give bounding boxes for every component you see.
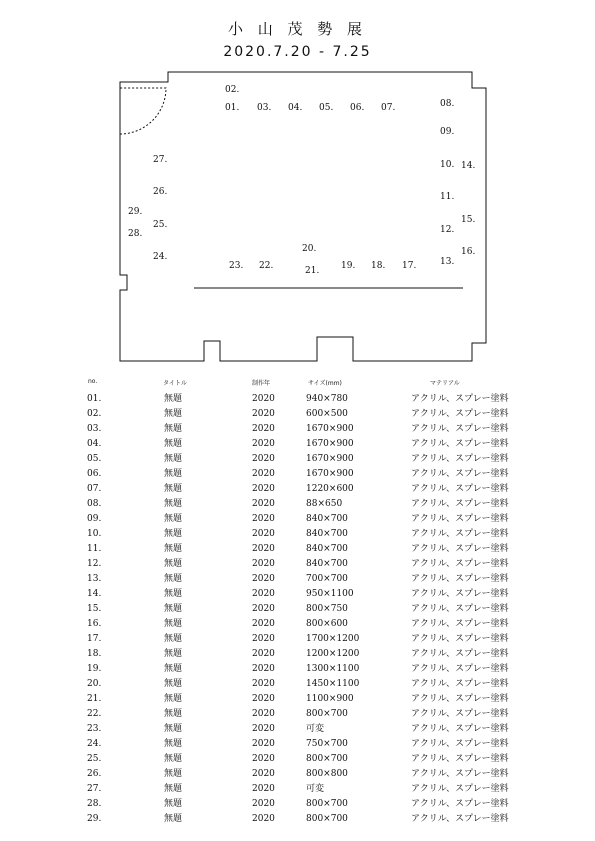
row-size: 840×700 (306, 529, 348, 539)
plan-label-16: 16. (461, 247, 476, 257)
row-material: アクリル、スプレー塗料 (411, 634, 509, 644)
floor-plan (0, 0, 595, 370)
table-row (0, 542, 595, 557)
row-size: 800×600 (306, 619, 348, 629)
row-no: 25. (87, 754, 102, 764)
row-size: 1220×600 (306, 484, 354, 494)
plan-label-20: 20. (302, 244, 317, 254)
row-title: 無題 (164, 484, 183, 494)
table-row (0, 452, 595, 467)
plan-label-27: 27. (153, 155, 168, 165)
table-row (0, 482, 595, 497)
row-year: 2020 (252, 724, 275, 734)
row-title: 無題 (164, 619, 183, 629)
row-size: 1200×1200 (306, 649, 360, 659)
table-row (0, 797, 595, 812)
row-year: 2020 (252, 754, 275, 764)
row-title: 無題 (164, 814, 183, 824)
plan-label-01: 01. (225, 103, 240, 113)
table-row (0, 602, 595, 617)
row-size: 800×700 (306, 814, 348, 824)
row-year: 2020 (252, 529, 275, 539)
row-no: 16. (87, 619, 102, 629)
row-no: 18. (87, 649, 102, 659)
row-size: 1100×900 (306, 694, 354, 704)
table-row (0, 527, 595, 542)
row-material: アクリル、スプレー塗料 (411, 454, 509, 464)
row-no: 20. (87, 679, 102, 689)
table-row (0, 722, 595, 737)
row-no: 09. (87, 514, 102, 524)
row-no: 06. (87, 469, 102, 479)
row-title: 無題 (164, 724, 183, 734)
plan-label-17: 17. (402, 261, 417, 271)
row-year: 2020 (252, 589, 275, 599)
table-row (0, 617, 595, 632)
plan-label-10: 10. (440, 160, 455, 170)
table-row (0, 767, 595, 782)
row-size: 1300×1100 (306, 664, 360, 674)
row-no: 29. (87, 814, 102, 824)
row-title: 無題 (164, 679, 183, 689)
plan-label-14: 14. (461, 161, 476, 171)
row-size: 1670×900 (306, 424, 354, 434)
row-size: 800×750 (306, 604, 348, 614)
table-row (0, 737, 595, 752)
row-no: 01. (87, 394, 102, 404)
row-no: 04. (87, 439, 102, 449)
plan-label-11: 11. (440, 192, 455, 202)
row-material: アクリル、スプレー塗料 (411, 799, 509, 809)
row-no: 24. (87, 739, 102, 749)
plan-label-28: 28. (128, 229, 143, 239)
row-title: 無題 (164, 694, 183, 704)
table-row (0, 707, 595, 722)
row-material: アクリル、スプレー塗料 (411, 664, 509, 674)
row-size: 750×700 (306, 739, 348, 749)
row-title: 無題 (164, 529, 183, 539)
row-size: 950×1100 (306, 589, 354, 599)
table-row (0, 647, 595, 662)
table-row (0, 782, 595, 797)
column-header-year: 制作年 (252, 380, 271, 387)
row-title: 無題 (164, 469, 183, 479)
table-row (0, 692, 595, 707)
row-material: アクリル、スプレー塗料 (411, 709, 509, 719)
row-no: 23. (87, 724, 102, 734)
table-row (0, 407, 595, 422)
plan-label-04: 04. (288, 103, 303, 113)
table-row (0, 677, 595, 692)
row-material: アクリル、スプレー塗料 (411, 559, 509, 569)
row-no: 26. (87, 769, 102, 779)
table-row (0, 812, 595, 827)
plan-label-06: 06. (350, 103, 365, 113)
row-no: 08. (87, 499, 102, 509)
row-year: 2020 (252, 694, 275, 704)
row-title: 無題 (164, 769, 183, 779)
row-year: 2020 (252, 469, 275, 479)
plan-label-18: 18. (371, 261, 386, 271)
row-material: アクリル、スプレー塗料 (411, 484, 509, 494)
row-year: 2020 (252, 409, 275, 419)
row-year: 2020 (252, 574, 275, 584)
row-year: 2020 (252, 424, 275, 434)
plan-label-19: 19. (341, 261, 356, 271)
row-material: アクリル、スプレー塗料 (411, 544, 509, 554)
row-size: 840×700 (306, 559, 348, 569)
row-size: 88×650 (306, 499, 343, 509)
table-row (0, 497, 595, 512)
plan-label-03: 03. (257, 103, 272, 113)
plan-label-24: 24. (153, 252, 168, 262)
row-no: 22. (87, 709, 102, 719)
row-title: 無題 (164, 439, 183, 449)
row-title: 無題 (164, 589, 183, 599)
row-no: 21. (87, 694, 102, 704)
table-row (0, 557, 595, 572)
row-material: アクリル、スプレー塗料 (411, 814, 509, 824)
row-year: 2020 (252, 454, 275, 464)
row-no: 07. (87, 484, 102, 494)
row-year: 2020 (252, 514, 275, 524)
row-material: アクリル、スプレー塗料 (411, 679, 509, 689)
row-no: 28. (87, 799, 102, 809)
row-size: 840×700 (306, 544, 348, 554)
row-material: アクリル、スプレー塗料 (411, 469, 509, 479)
row-material: アクリル、スプレー塗料 (411, 514, 509, 524)
row-title: 無題 (164, 394, 183, 404)
row-material: アクリル、スプレー塗料 (411, 724, 509, 734)
row-material: アクリル、スプレー塗料 (411, 499, 509, 509)
row-year: 2020 (252, 814, 275, 824)
row-no: 03. (87, 424, 102, 434)
row-title: 無題 (164, 604, 183, 614)
row-year: 2020 (252, 499, 275, 509)
table-row (0, 632, 595, 647)
table-row (0, 752, 595, 767)
row-title: 無題 (164, 649, 183, 659)
row-title: 無題 (164, 634, 183, 644)
row-year: 2020 (252, 394, 275, 404)
row-no: 13. (87, 574, 102, 584)
row-material: アクリル、スプレー塗料 (411, 739, 509, 749)
row-title: 無題 (164, 784, 183, 794)
table-row (0, 662, 595, 677)
row-size: 600×500 (306, 409, 348, 419)
plan-label-13: 13. (440, 257, 455, 267)
row-title: 無題 (164, 499, 183, 509)
row-year: 2020 (252, 709, 275, 719)
row-material: アクリル、スプレー塗料 (411, 589, 509, 599)
plan-label-09: 09. (440, 127, 455, 137)
plan-label-15: 15. (461, 215, 476, 225)
plan-label-02: 02. (225, 85, 240, 95)
row-title: 無題 (164, 709, 183, 719)
row-material: アクリル、スプレー塗料 (411, 409, 509, 419)
row-size: 800×800 (306, 769, 348, 779)
table-row (0, 392, 595, 407)
row-year: 2020 (252, 739, 275, 749)
door-swing-arc (120, 88, 166, 134)
row-size: 800×700 (306, 709, 348, 719)
row-material: アクリル、スプレー塗料 (411, 784, 509, 794)
row-no: 15. (87, 604, 102, 614)
row-size: 可変 (306, 784, 325, 794)
row-material: アクリル、スプレー塗料 (411, 694, 509, 704)
row-material: アクリル、スプレー塗料 (411, 754, 509, 764)
plan-label-25: 25. (153, 220, 168, 230)
row-year: 2020 (252, 604, 275, 614)
row-size: 1450×1100 (306, 679, 360, 689)
row-no: 11. (87, 544, 102, 554)
row-year: 2020 (252, 664, 275, 674)
row-year: 2020 (252, 439, 275, 449)
row-size: 800×700 (306, 799, 348, 809)
row-material: アクリル、スプレー塗料 (411, 529, 509, 539)
row-no: 17. (87, 634, 102, 644)
row-title: 無題 (164, 544, 183, 554)
column-header-material: マテリアル (430, 380, 460, 387)
row-year: 2020 (252, 634, 275, 644)
plan-label-26: 26. (153, 187, 168, 197)
row-title: 無題 (164, 799, 183, 809)
row-title: 無題 (164, 514, 183, 524)
row-title: 無題 (164, 739, 183, 749)
row-size: 1670×900 (306, 469, 354, 479)
row-title: 無題 (164, 424, 183, 434)
plan-label-12: 12. (440, 225, 455, 235)
artwork-position-labels (128, 85, 475, 276)
row-year: 2020 (252, 619, 275, 629)
row-material: アクリル、スプレー塗料 (411, 574, 509, 584)
row-year: 2020 (252, 784, 275, 794)
table-row (0, 437, 595, 452)
row-no: 12. (87, 559, 102, 569)
floor-plan-walls (120, 72, 486, 361)
row-size: 800×700 (306, 754, 348, 764)
row-size: 可変 (306, 724, 325, 734)
row-no: 27. (87, 784, 102, 794)
row-year: 2020 (252, 559, 275, 569)
row-title: 無題 (164, 409, 183, 419)
row-size: 940×780 (306, 394, 348, 404)
row-size: 1700×1200 (306, 634, 360, 644)
column-header-no: no. (88, 378, 98, 385)
plan-label-22: 22. (259, 261, 274, 271)
row-year: 2020 (252, 799, 275, 809)
row-year: 2020 (252, 484, 275, 494)
plan-label-07: 07. (381, 103, 396, 113)
row-title: 無題 (164, 574, 183, 584)
table-row (0, 587, 595, 602)
row-year: 2020 (252, 679, 275, 689)
row-material: アクリル、スプレー塗料 (411, 619, 509, 629)
row-year: 2020 (252, 769, 275, 779)
row-no: 14. (87, 589, 102, 599)
row-no: 19. (87, 664, 102, 674)
column-header-title: タイトル (163, 380, 187, 387)
row-no: 10. (87, 529, 102, 539)
row-title: 無題 (164, 559, 183, 569)
row-year: 2020 (252, 544, 275, 554)
row-size: 1670×900 (306, 454, 354, 464)
row-material: アクリル、スプレー塗料 (411, 394, 509, 404)
row-material: アクリル、スプレー塗料 (411, 604, 509, 614)
plan-label-23: 23. (229, 261, 244, 271)
table-row (0, 512, 595, 527)
row-year: 2020 (252, 649, 275, 659)
plan-label-21: 21. (305, 266, 320, 276)
row-size: 700×700 (306, 574, 348, 584)
row-material: アクリル、スプレー塗料 (411, 769, 509, 779)
row-material: アクリル、スプレー塗料 (411, 439, 509, 449)
row-no: 02. (87, 409, 102, 419)
row-title: 無題 (164, 754, 183, 764)
table-row (0, 467, 595, 482)
exhibition-title: 小 山 茂 勢 展 (227, 20, 368, 38)
plan-label-29: 29. (128, 207, 143, 217)
row-material: アクリル、スプレー塗料 (411, 649, 509, 659)
row-size: 840×700 (306, 514, 348, 524)
exhibition-dates: 2020.7.20 - 7.25 (223, 44, 372, 60)
plan-label-05: 05. (319, 103, 334, 113)
column-header-size: サイズ(mm) (308, 380, 342, 387)
row-title: 無題 (164, 454, 183, 464)
table-row (0, 572, 595, 587)
row-title: 無題 (164, 664, 183, 674)
row-material: アクリル、スプレー塗料 (411, 424, 509, 434)
row-no: 05. (87, 454, 102, 464)
table-row (0, 422, 595, 437)
row-size: 1670×900 (306, 439, 354, 449)
plan-label-08: 08. (440, 99, 455, 109)
